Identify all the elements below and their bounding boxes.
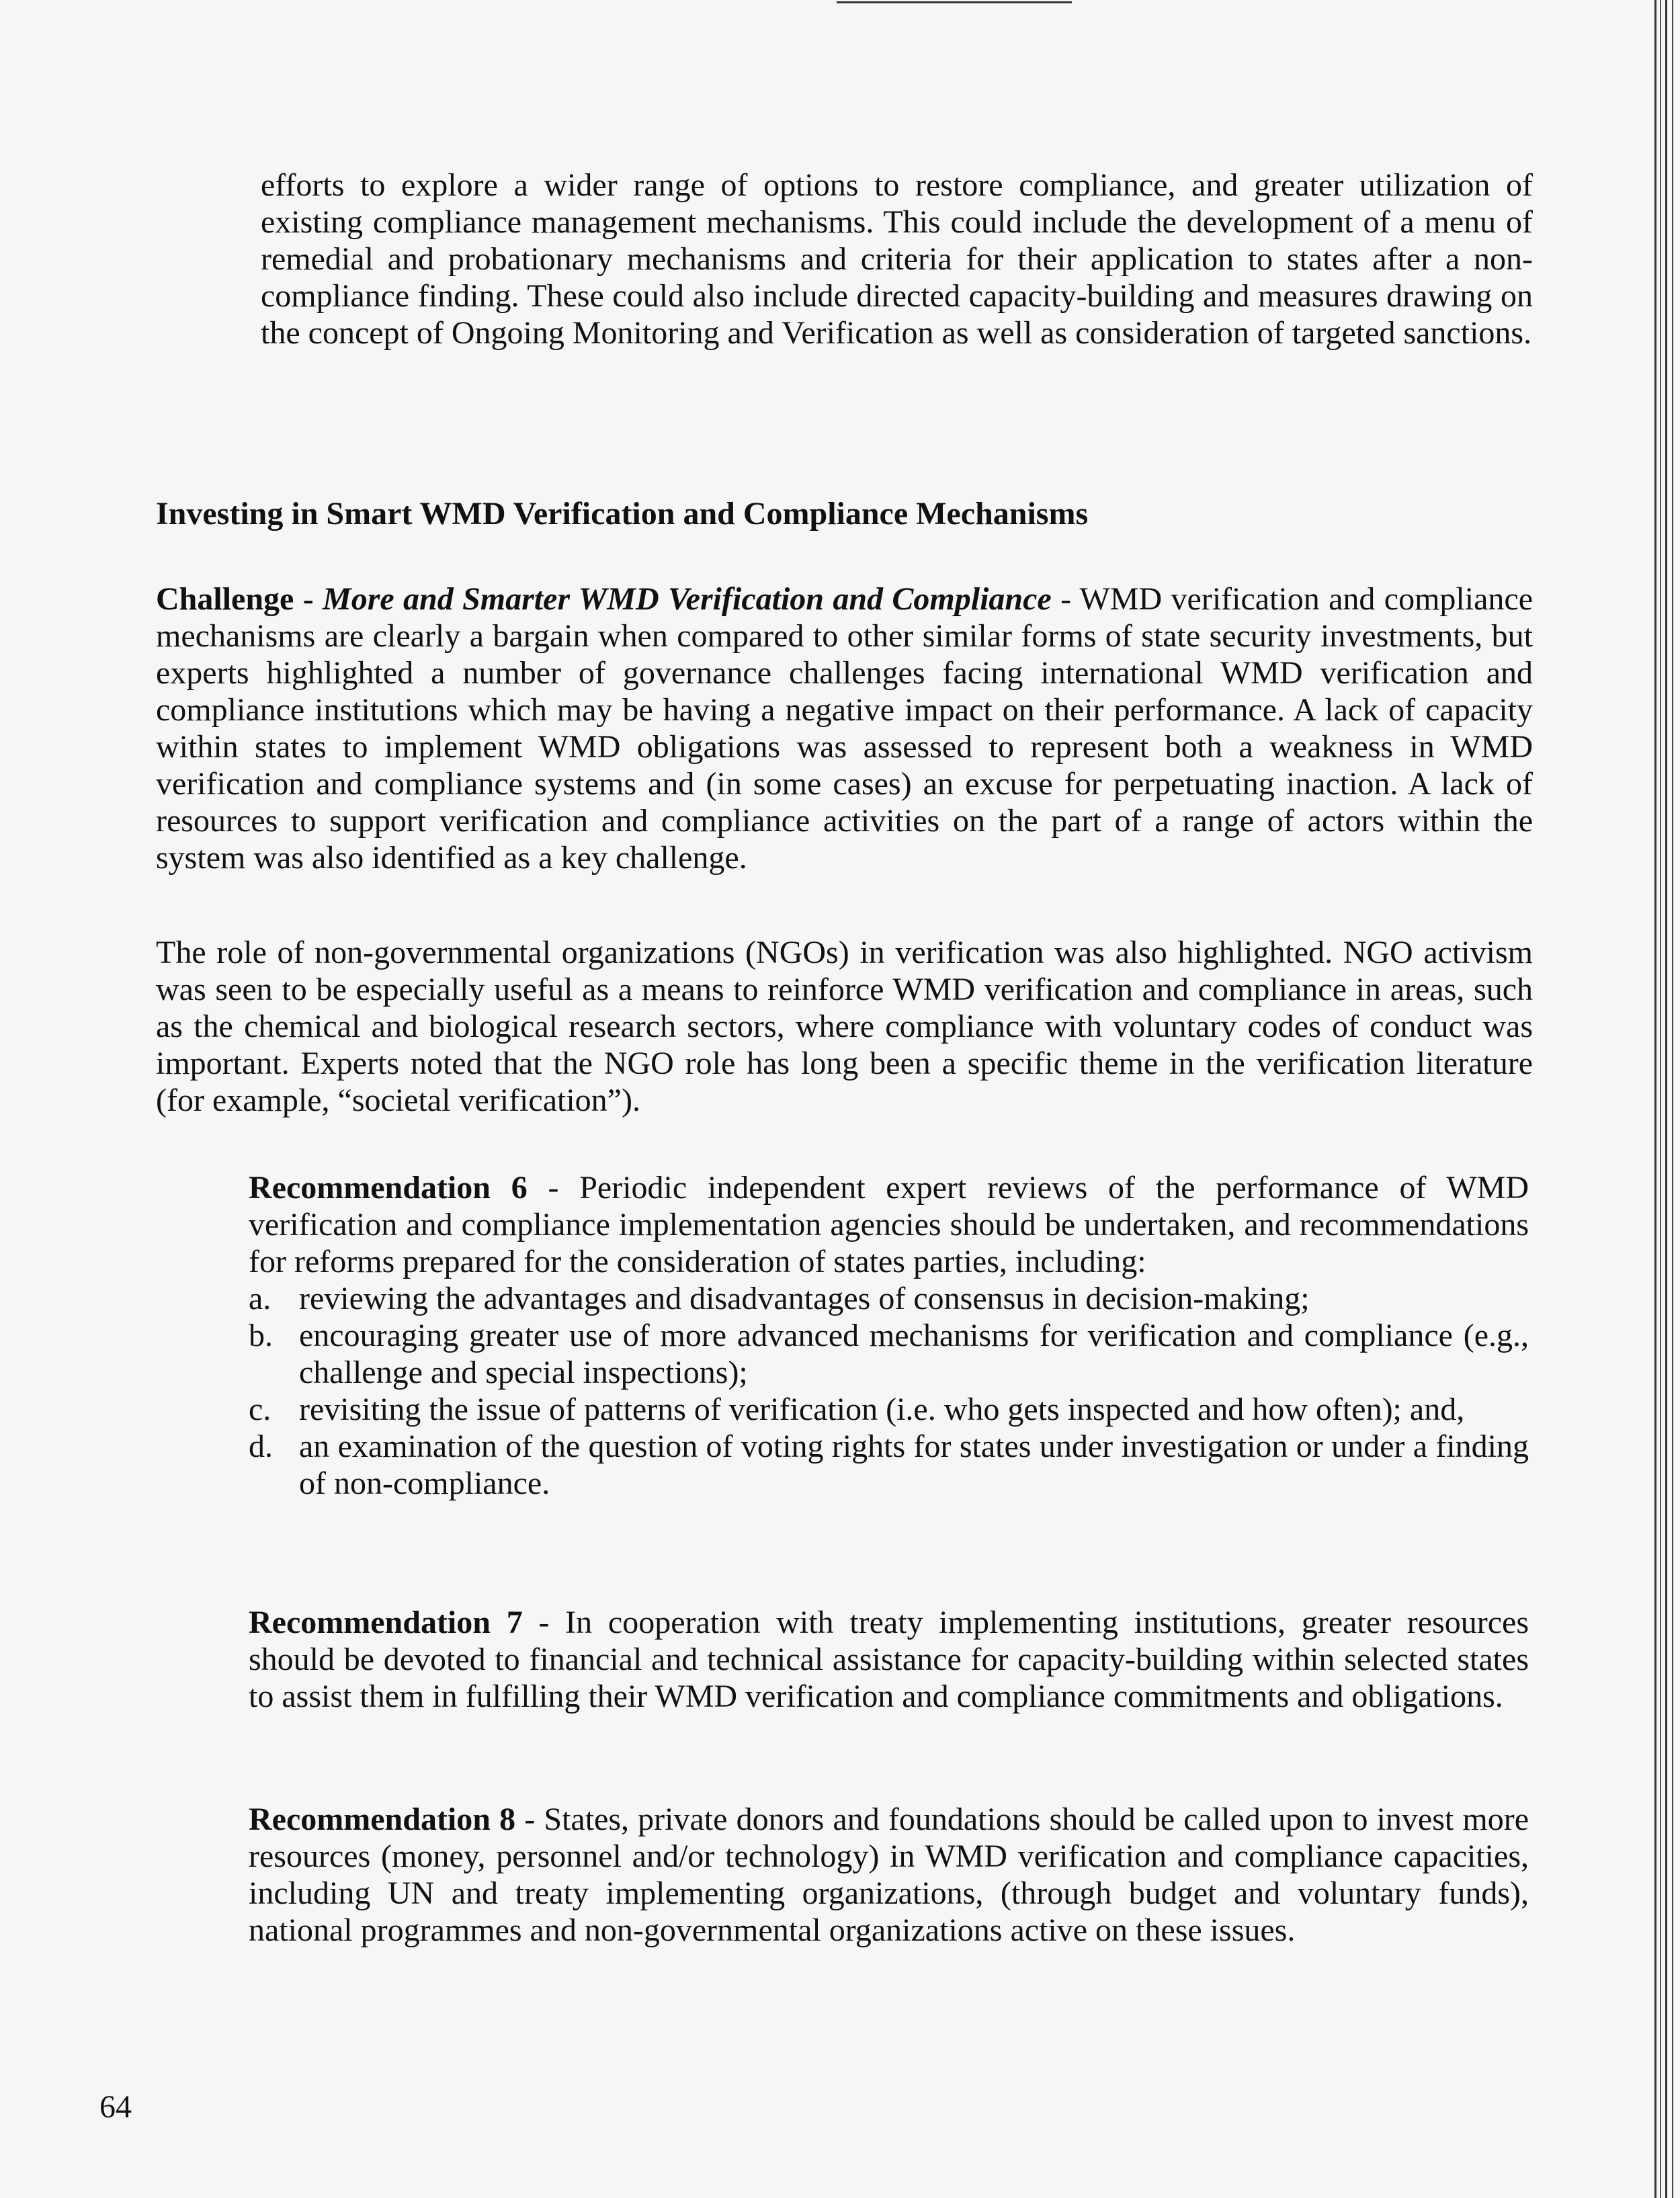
scan-edge-line: [1672, 0, 1673, 2198]
list-item-text: encouraging greater use of more advanced mechanisms for verification and compliance (e.g., challenge and special inspections);: [299, 1318, 1529, 1390]
challenge-body: - WMD verification and compliance mechanisms are clearly a bargain when compared to other similar forms of state security investments, but experts highlighted a number of governance challenges facing international WMD verification and compliance institutions which may be having a negative impact on their performance. A lack of capacity within states to implement WMD obligations was assessed to represent both a weakness in WMD verification and compliance systems and (in some cases) an excuse for perpetuating inaction. A lack of resources to support verification and compliance activities on the part of a range of actors within the system was also identified as a key challenge.: [156, 581, 1533, 876]
recommendation-7-label: Recommendation 7: [249, 1605, 523, 1640]
intro-paragraph: efforts to explore a wider range of options to restore compliance, and greater utilization of existing compliance management mechanisms. This could include the development of a menu of remedial and probationary mechanisms and criteria for their application to states after a non-compliance finding. These could also include directed capacity-building and measures drawing on the concept of Ongoing Monitoring and Verification as well as consideration of targeted sanctions.: [261, 167, 1533, 351]
recommendation-6-list: [249, 1280, 1529, 1502]
list-item-text: reviewing the advantages and disadvantages of consensus in decision-making;: [299, 1281, 1310, 1316]
scan-edge-line: [1654, 0, 1656, 2198]
recommendation-8: [249, 1801, 1529, 1949]
top-rule: [837, 1, 1072, 3]
list-item-text: an examination of the question of voting rights for states under investigation or under a finding of non-compliance.: [299, 1429, 1529, 1501]
list-marker: b.: [249, 1318, 273, 1353]
recommendation-8-body: - States, private donors and foundations should be called upon to invest more resources (money, personnel and/or technology) in WMD verification and compliance capacities, including UN and treaty implementing organizations, (through budget and voluntary funds), national programmes and non-governmental organizations active on these issues.: [249, 1802, 1529, 1948]
scan-edge-line: [1665, 0, 1667, 2198]
recommendation-6-label: Recommendation 6: [249, 1170, 528, 1206]
recommendation-7: [249, 1604, 1529, 1715]
page-number: 64: [99, 2089, 132, 2125]
list-item: [249, 1317, 1529, 1391]
challenge-separator: -: [294, 581, 323, 617]
recommendation-6-body: - Periodic independent expert reviews of the performance of WMD verification and compliance implementation agencies should be undertaken, and recommendations for reforms prepared for the consideration of states parties, including:: [249, 1170, 1529, 1279]
challenge-paragraph: [156, 581, 1533, 876]
challenge-title: More and Smarter WMD Verification and Compliance: [323, 581, 1052, 617]
challenge-label: Challenge: [156, 581, 294, 617]
section-heading: Investing in Smart WMD Verification and Compliance Mechanisms: [156, 496, 1089, 532]
scan-edge-line: [1660, 0, 1661, 2198]
list-marker: d.: [249, 1429, 273, 1464]
recommendation-7-body: - In cooperation with treaty implementing institutions, greater resources should be devoted to financial and technical assistance for capacity-building within selected states to assist them in fulfilling their WMD verification and compliance commitments and obligations.: [249, 1605, 1529, 1714]
list-item-text: revisiting the issue of patterns of verification (i.e. who gets inspected and how often); and,: [299, 1392, 1465, 1427]
list-item: [249, 1280, 1529, 1317]
recommendation-6: [249, 1169, 1529, 1280]
ngo-paragraph: The role of non-governmental organizations (NGOs) in verification was also highlighted. NGO activism was seen to be especially useful as a means to reinforce WMD verification and compliance in areas, such as the chemical and biological research sectors, where compliance with voluntary codes of conduct was important. Experts noted that the NGO role has long been a specific theme in the verification literature (for example, “societal verification”).: [156, 935, 1533, 1118]
list-item: [249, 1391, 1529, 1428]
recommendation-8-label: Recommendation 8: [249, 1802, 516, 1837]
list-item: [249, 1428, 1529, 1502]
list-marker: c.: [249, 1392, 271, 1427]
list-marker: a.: [249, 1281, 271, 1316]
